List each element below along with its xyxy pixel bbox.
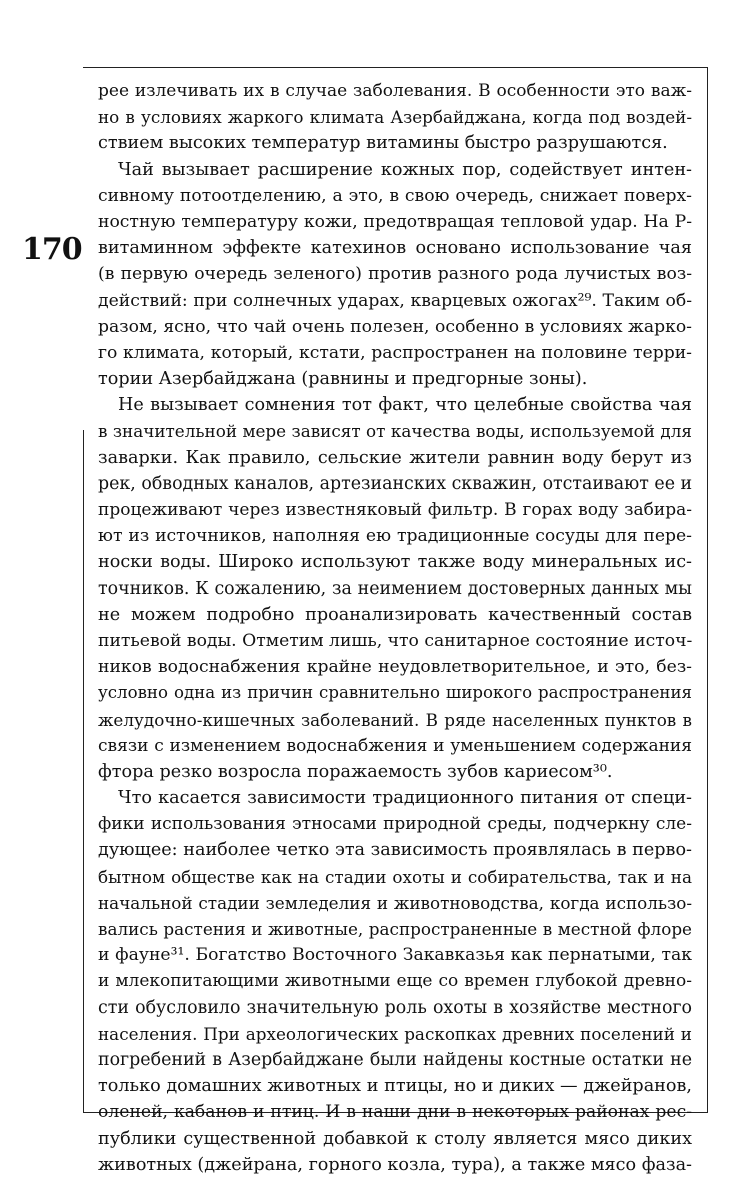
text-line: сти обусловило значительную роль охоты в хозяйстве местного: [98, 997, 692, 1018]
text-line: рее излечивать их в случае заболевания. В особенности это важ-: [98, 81, 692, 101]
text-line: в значительной мере зависят от качества воды, используемой для: [98, 421, 692, 442]
text-line: заварки. Как правило, сельские жители равнин воду берут из: [98, 447, 692, 468]
text-line: носки воды. Широко используют также воду минеральных ис-: [98, 552, 692, 573]
text-line: желудочно-кишечных заболеваний. В ряде населенных пунктов в: [98, 709, 692, 730]
top-border-rule: [83, 67, 708, 68]
text-line: (в первую очередь зеленого) против разного рода лучистых воз-: [98, 264, 692, 285]
text-line: фтора резко возросла поражаемость зубов кариесом³⁰.: [98, 761, 613, 782]
left-border-rule: [83, 430, 84, 1113]
text-line: оленей, кабанов и птиц. И в наши дни в некоторых районах рес-: [98, 1102, 692, 1123]
text-line: бытном обществе как на стадии охоты и собирательства, так и на: [98, 866, 692, 887]
text-line: только домашних животных и птицы, но и диких — джейранов,: [98, 1076, 692, 1097]
text-line: действий: при солнечных ударах, кварцевых ожогах²⁹. Таким об-: [98, 290, 692, 311]
text-line: начальной стадии земледелия и животноводства, когда использо-: [98, 892, 692, 913]
text-line: витаминном эффекте катехинов основано использование чая: [98, 238, 692, 259]
text-line: питьевой воды. Отметим лишь, что санитарное состояние источ-: [98, 630, 693, 651]
text-line: разом, ясно, что чай очень полезен, особенно в условиях жарко-: [98, 316, 692, 337]
text-line: Что касается зависимости традиционного питания от специ-: [118, 788, 692, 809]
text-line: ников водоснабжения крайне неудовлетворительное, и это, без-: [98, 657, 692, 678]
text-line: условно одна из причин сравнительно широкого распространения: [98, 683, 692, 703]
text-line: сивному потоотделению, а это, в свою очередь, снижает поверх-: [98, 185, 692, 206]
text-line: рек, обводных каналов, артезианских скважин, отстаивают ее и: [98, 473, 693, 494]
text-line: процеживают через известняковый фильтр. В горах воду забира-: [98, 500, 692, 520]
text-line: дующее: наиболее четко эта зависимость проявлялась в перво-: [98, 840, 692, 861]
right-border-rule: [707, 67, 708, 1113]
text-line: погребений в Азербайджане были найдены костные остатки не: [98, 1049, 692, 1070]
text-line: но в условиях жаркого климата Азербайджана, когда под воздей-: [98, 107, 692, 128]
page-number: 170: [22, 232, 82, 267]
text-line: и млекопитающими животными еще со времен глубокой древно-: [98, 971, 692, 992]
text-line: публики существенной добавкой к столу является мясо диких: [98, 1128, 692, 1149]
text-line: и фауне³¹. Богатство Восточного Закавказья как пернатыми, так: [98, 945, 692, 966]
text-line: населения. При археологических раскопках древних поселений и: [98, 1023, 692, 1044]
text-line: не можем подробно проанализировать качественный состав: [98, 604, 692, 625]
text-line: ствием высоких температур витамины быстро разрушаются.: [98, 133, 668, 154]
text-line: точников. К сожалению, за неимением достоверных данных мы: [98, 578, 692, 599]
body-text: [98, 78, 692, 1178]
text-line: го климата, который, кстати, распространен на половине терри-: [98, 342, 692, 363]
text-line: ностную температуру кожи, предотвращая тепловой удар. На Р-: [98, 211, 692, 232]
text-line: фики использования этносами природной среды, подчеркну сле-: [98, 814, 692, 835]
text-line: Не вызывает сомнения тот факт, что целебные свойства чая: [118, 395, 692, 416]
text-line: Чай вызывает расширение кожных пор, содействует интен-: [118, 159, 692, 180]
text-line: животных (джейрана, горного козла, тура), а также мясо фаза-: [98, 1154, 692, 1175]
text-line: связи с изменением водоснабжения и уменьшением содержания: [98, 735, 692, 756]
text-line: тории Азербайджана (равнины и предгорные зоны).: [98, 369, 588, 390]
text-line: ют из источников, наполняя ею традиционные сосуды для пере-: [98, 526, 692, 547]
text-line: вались растения и животные, распространенные в местной флоре: [98, 919, 692, 939]
